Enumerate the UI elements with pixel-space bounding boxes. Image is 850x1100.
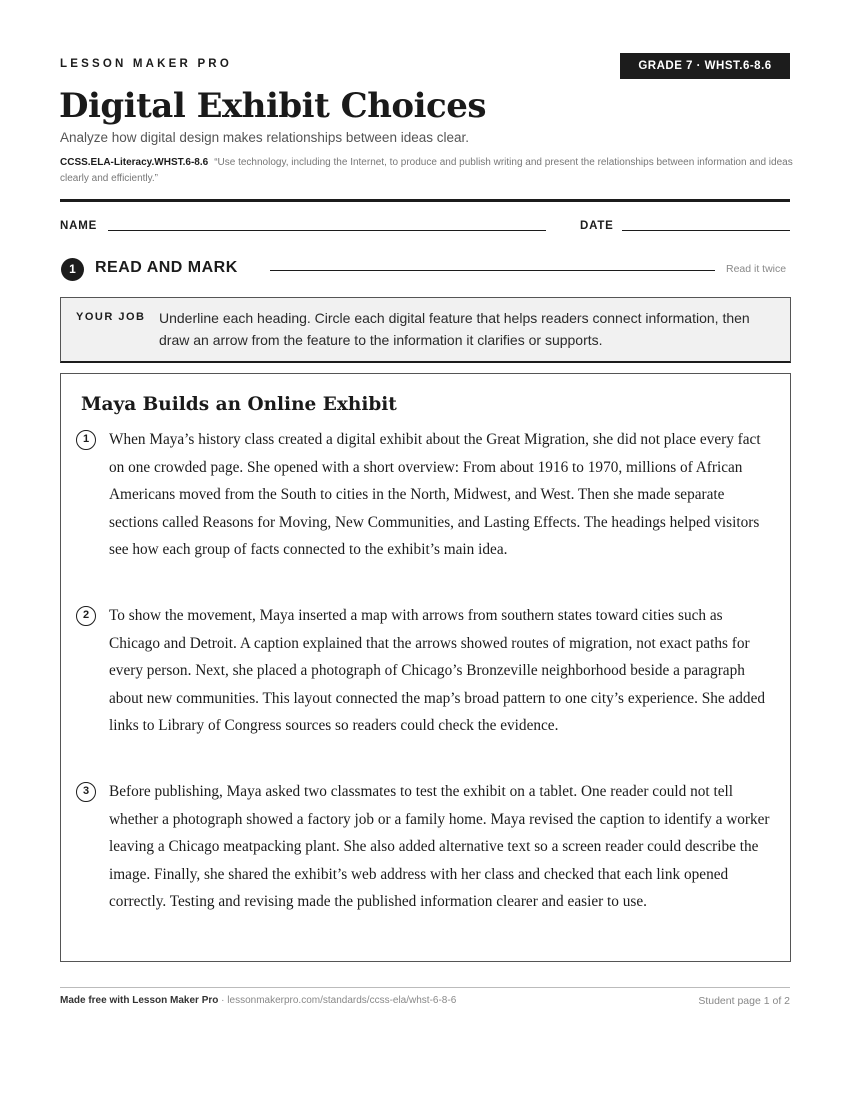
- paragraph-number-1: 1: [76, 430, 96, 450]
- section-hint: Read it twice: [726, 263, 787, 275]
- paragraph-number-2: 2: [76, 606, 96, 626]
- footer-separator: ·: [218, 995, 228, 1006]
- standard-statement: [60, 155, 795, 187]
- section-rule: [270, 270, 715, 271]
- footer-page-number: Student page 1 of 2: [698, 995, 790, 1007]
- your-job-box: [60, 297, 791, 363]
- paragraph-number-3: 3: [76, 782, 96, 802]
- your-job-label: YOUR JOB: [76, 311, 146, 323]
- paragraph-2: To show the movement, Maya inserted a map with arrows from southern states toward cities such as Chicago and Detroit. A caption explained that the arrows showed routes of migration, not exact paths for every person. Next, she placed a photograph of Chicago’s Bronzeville neighborhood beside a paragraph about new communities. This layout connected the map’s broad pattern to one city’s experience. She added links to Library of Congress sources so readers could check the evidence.: [109, 607, 766, 734]
- footer-url: lessonmakerpro.com/standards/ccss-ela/whst-6-8-6: [227, 995, 457, 1006]
- paragraph-1: When Maya’s history class created a digital exhibit about the Great Migration, she did not place every fact on one crowded page. She opened with a short overview: From about 1916 to 1970, millions of African Americans moved from the South to cities in the North, Midwest, and West. Then she made separate sections called Reasons for Moving, New Communities, and Lasting Effects. The headings helped visitors see how each group of facts connected to the exhibit’s main idea.: [109, 431, 761, 558]
- reading-passage: [60, 373, 791, 962]
- grade-badge: GRADE 7 · WHST.6-8.6: [620, 53, 790, 79]
- page-subtitle: Analyze how digital design makes relationships between ideas clear.: [60, 130, 469, 145]
- passage-title: Maya Builds an Online Exhibit: [81, 394, 397, 415]
- your-job-instructions: Underline each heading. Circle each digital feature that helps readers connect information, then draw an arrow from the feature to the information it clarifies or supports.: [159, 310, 750, 348]
- date-field[interactable]: [622, 230, 790, 231]
- name-field[interactable]: [108, 230, 546, 231]
- brand-name: LESSON MAKER PRO: [60, 58, 232, 70]
- section-number-badge: 1: [61, 258, 84, 281]
- paragraph-3: Before publishing, Maya asked two classmates to test the exhibit on a tablet. One reader could not tell whether a photograph showed a factory job or a family home. Maya revised the caption to identify a worker leaving a Chicago meatpacking plant. She also added alternative text so a screen reader could describe the image. Finally, she shared the exhibit’s web address with her class and checked that each link opened correctly. Testing and revising made the published information clearer and easier to use.: [109, 783, 770, 910]
- footer-made-with: Made free with Lesson Maker Pro: [60, 995, 219, 1006]
- name-label: NAME: [60, 220, 98, 232]
- footer-divider: [60, 987, 790, 988]
- standard-code: CCSS.ELA-Literacy.WHST.6-8.6: [60, 157, 209, 168]
- standard-text: “Use technology, including the Internet, to produce and publish writing and present the relationships between information and ideas clearly and efficiently.”: [60, 157, 793, 184]
- page-title: Digital Exhibit Choices: [59, 86, 486, 126]
- date-label: DATE: [580, 220, 614, 232]
- section-title: READ AND MARK: [95, 259, 238, 276]
- footer-credit: [60, 995, 456, 1006]
- header-divider: [60, 199, 790, 202]
